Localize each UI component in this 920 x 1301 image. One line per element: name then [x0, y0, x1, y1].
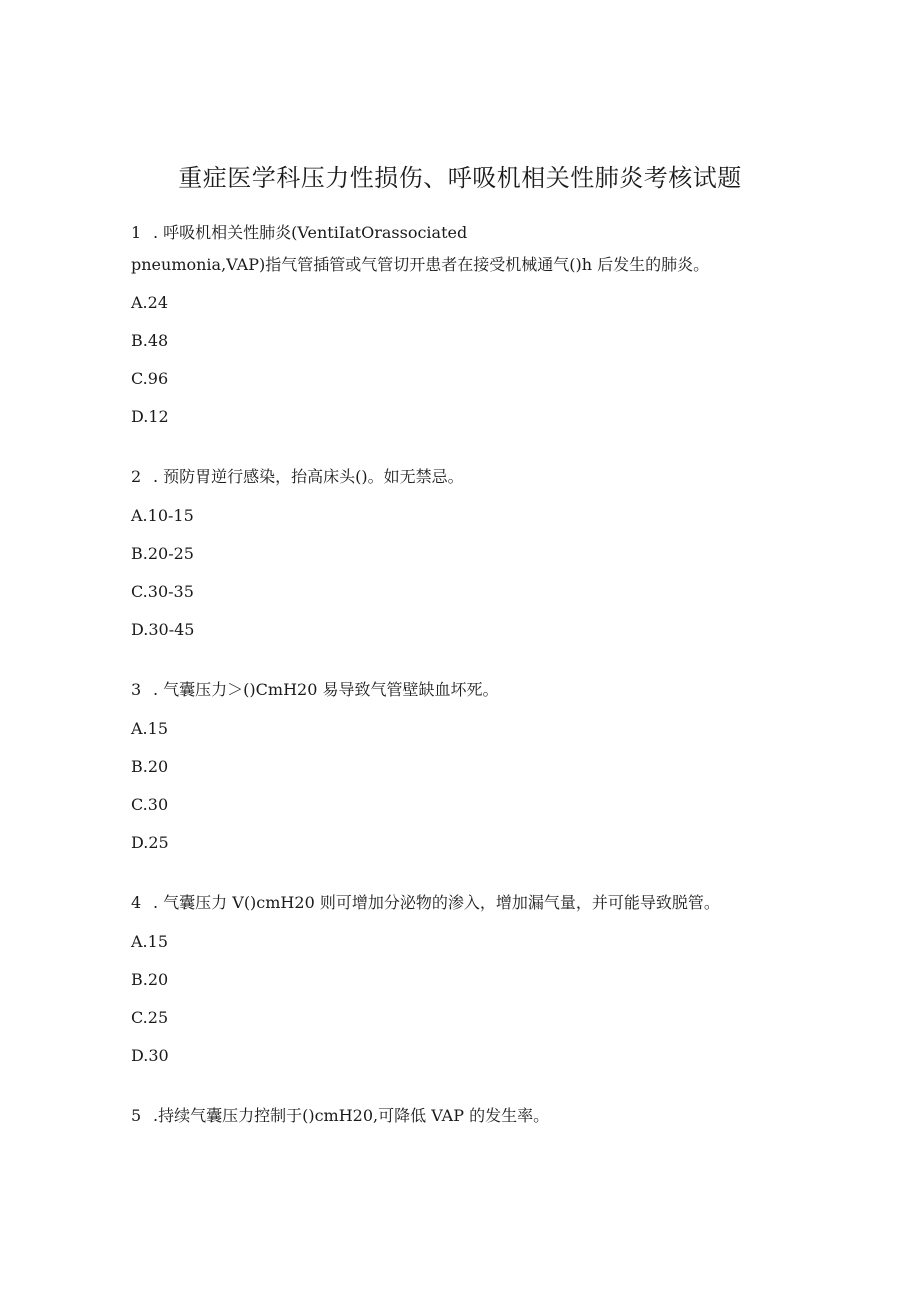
question-4-line-1: [131, 891, 720, 915]
question-4-option-a: A.15: [131, 932, 168, 951]
question-5-number: 5: [131, 1106, 142, 1125]
question-4-option-b: B.20: [131, 970, 169, 989]
question-1-line-1: [131, 221, 467, 245]
question-1-option-a: A.24: [131, 293, 168, 312]
question-5-text-1: .持续气囊压力控制于()cmH20,可降低 VAP 的发生率。: [153, 1106, 550, 1125]
question-2-option-a: A.10-15: [131, 506, 194, 525]
question-2-option-b: B.20-25: [131, 544, 194, 563]
question-3-number: 3: [131, 680, 142, 699]
question-4-option-d: D.30: [131, 1046, 169, 1065]
question-2-text-1: . 预防胃逆行感染，抬高床头()。如无禁忌。: [153, 467, 464, 486]
question-1-number: 1: [131, 223, 142, 242]
question-3-option-b: B.20: [131, 757, 169, 776]
question-2-option-c: C.30-35: [131, 582, 194, 601]
page-title: 重症医学科压力性损伤、呼吸机相关性肺炎考核试题: [178, 164, 742, 192]
question-4-option-c: C.25: [131, 1008, 169, 1027]
question-2-number: 2: [131, 467, 142, 486]
question-3-option-a: A.15: [131, 719, 168, 738]
question-3-line-1: [131, 678, 498, 702]
question-3-text-1: . 气囊压力＞()CmH20 易导致气管壁缺血坏死。: [153, 680, 499, 699]
question-2-line-1: [131, 465, 464, 489]
question-4-text-1: . 气囊压力 V()cmH20 则可增加分泌物的渗入，增加漏气量，并可能导致脱管。: [153, 893, 720, 912]
question-1-text-2: pneumonia,VAP)指气管插管或气管切开患者在接受机械通气()h 后发生的肺炎。: [131, 255, 710, 274]
question-1-option-c: C.96: [131, 369, 169, 388]
question-1-text-1: . 呼吸机相关性肺炎(VentiIatOrassociated: [153, 223, 468, 242]
question-2-option-d: D.30-45: [131, 620, 195, 639]
question-4-number: 4: [131, 893, 142, 912]
question-1-option-b: B.48: [131, 331, 169, 350]
question-1-option-d: D.12: [131, 407, 169, 426]
question-5-line-1: [131, 1104, 549, 1128]
question-3-option-d: D.25: [131, 833, 169, 852]
question-3-option-c: C.30: [131, 795, 169, 814]
